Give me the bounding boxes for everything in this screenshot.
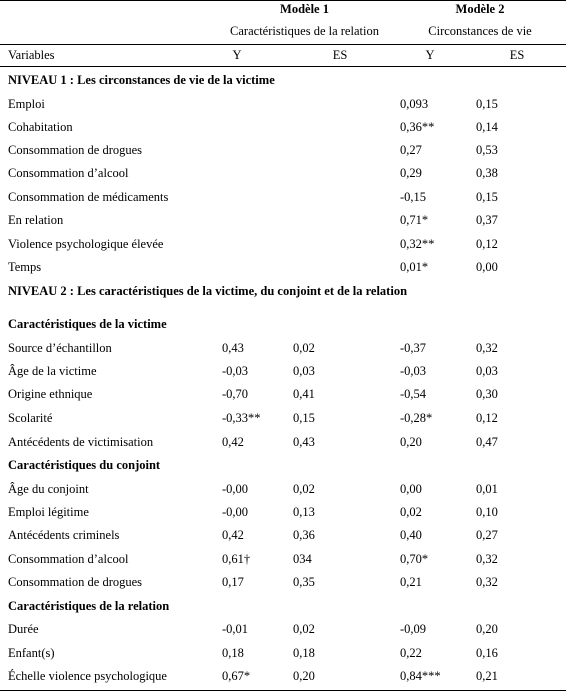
model2-y-cell: 0,29	[400, 166, 422, 180]
subsection-heading: Caractéristiques de la relation	[8, 599, 170, 613]
model2-es-cell: 0,53	[476, 143, 498, 157]
model2-es-cell: 0,12	[476, 411, 498, 425]
header-rule	[0, 44, 566, 45]
model1-y-cell: -0,00	[222, 482, 249, 496]
model2-es-cell: 0,16	[476, 646, 498, 660]
model2-es-cell: 0,10	[476, 505, 498, 519]
model2-y-cell: 0,22	[400, 646, 422, 660]
model2-es-cell: 0,01	[476, 482, 498, 496]
model2-y-cell: -0,03	[400, 364, 427, 378]
model2-y-cell: -0,15	[400, 190, 427, 204]
model2-es-cell: 0,47	[476, 435, 498, 449]
model2-y-cell: 0,71*	[400, 213, 429, 227]
model1-title: Modèle 1	[280, 2, 329, 16]
row-label: Consommation de drogues	[8, 143, 143, 157]
model2-y-cell: 0,40	[400, 528, 422, 542]
model1-y-cell: -0,03	[222, 364, 249, 378]
model2-title: Modèle 2	[455, 2, 505, 16]
model2-y-cell: 0,00	[400, 482, 422, 496]
subsection-heading: Caractéristiques du conjoint	[8, 458, 161, 472]
model2-es-cell: 0,15	[476, 97, 498, 111]
model1-y-cell: 0,42	[222, 528, 244, 542]
row-label: Cohabitation	[8, 120, 73, 134]
row-label: Antécédents de victimisation	[8, 435, 154, 449]
model1-y-cell: -0,01	[222, 622, 249, 636]
model2-es-cell: 0,20	[476, 622, 498, 636]
model2-y-cell: 0,20	[400, 435, 422, 449]
model1-es-cell: 0,02	[293, 482, 315, 496]
model1-es-cell: 0,36	[293, 528, 315, 542]
model1-subtitle: Caractéristiques de la relation	[230, 24, 379, 38]
model2-y-cell: 0,32**	[400, 237, 435, 251]
model1-y-cell: 0,42	[222, 435, 244, 449]
row-label: Âge de la victime	[8, 364, 97, 378]
model2-es-cell: 0,15	[476, 190, 498, 204]
model2-y-cell: 0,84***	[400, 669, 441, 683]
subsection-heading: Caractéristiques de la victime	[8, 317, 167, 331]
model2-es-cell: 0,00	[476, 260, 498, 274]
variables-header: Variables	[8, 48, 55, 62]
column-header-rule	[0, 66, 566, 67]
model2-es-cell: 0,37	[476, 213, 498, 227]
row-label: En relation	[8, 213, 64, 227]
model1-es-cell: 0,03	[293, 364, 315, 378]
model1-y-cell: -0,33**	[222, 411, 261, 425]
model2-es-cell: 0,32	[476, 552, 498, 566]
model1-es-cell: 0,41	[293, 387, 315, 401]
model2-y-cell: 0,21	[400, 575, 422, 589]
model2-y-cell: 0,02	[400, 505, 422, 519]
table-bottom-rule	[0, 690, 566, 691]
model1-y-cell: 0,43	[222, 341, 244, 355]
model1-es-cell: 0,18	[293, 646, 315, 660]
row-label: Consommation de drogues	[8, 575, 143, 589]
model1-y-cell: 0,61†	[222, 552, 251, 566]
row-label: Consommation de médicaments	[8, 190, 169, 204]
row-label: Consommation d’alcool	[8, 166, 129, 180]
row-label: Scolarité	[8, 411, 53, 425]
row-label: Source d’échantillon	[8, 341, 112, 355]
model2-es-cell: 0,32	[476, 575, 498, 589]
model2-y-cell: -0,28*	[400, 411, 433, 425]
model2-y-cell: 0,093	[400, 97, 429, 111]
model1-es-cell: 0,20	[293, 669, 315, 683]
model1-y-cell: 0,67*	[222, 669, 251, 683]
model2-es-cell: 0,32	[476, 341, 498, 355]
model1-es-header: ES	[332, 48, 348, 62]
model2-y-header: Y	[425, 48, 435, 62]
model1-y-cell: 0,17	[222, 575, 244, 589]
section-heading: NIVEAU 1 : Les circonstances de vie de la victime	[8, 73, 275, 87]
model2-es-cell: 0,30	[476, 387, 498, 401]
row-label: Durée	[8, 622, 39, 636]
model1-es-cell: 0,13	[293, 505, 315, 519]
model2-es-header: ES	[509, 48, 525, 62]
model1-es-cell: 034	[293, 552, 312, 566]
model2-es-cell: 0,38	[476, 166, 498, 180]
section-heading: NIVEAU 2 : Les caractéristiques de la victime, du conjoint et de la relation	[8, 284, 408, 298]
row-label: Âge du conjoint	[8, 482, 89, 496]
model2-es-cell: 0,03	[476, 364, 498, 378]
model2-y-cell: 0,01*	[400, 260, 429, 274]
row-label: Antécédents criminels	[8, 528, 120, 542]
row-label: Emploi légitime	[8, 505, 89, 519]
model1-y-cell: 0,18	[222, 646, 244, 660]
model1-y-cell: -0,70	[222, 387, 249, 401]
row-label: Origine ethnique	[8, 387, 93, 401]
model1-es-cell: 0,02	[293, 622, 315, 636]
model2-y-cell: -0,54	[400, 387, 427, 401]
model2-es-cell: 0,12	[476, 237, 498, 251]
model2-es-cell: 0,21	[476, 669, 498, 683]
model2-es-cell: 0,14	[476, 120, 498, 134]
model1-y-cell: -0,00	[222, 505, 249, 519]
model1-y-header: Y	[232, 48, 242, 62]
row-label: Emploi	[8, 97, 45, 111]
model1-es-cell: 0,15	[293, 411, 315, 425]
model2-subtitle: Circonstances de vie	[428, 24, 532, 38]
model1-es-cell: 0,02	[293, 341, 315, 355]
row-label: Violence psychologique élevée	[8, 237, 164, 251]
model2-es-cell: 0,27	[476, 528, 498, 542]
model1-es-cell: 0,43	[293, 435, 315, 449]
model2-y-cell: -0,37	[400, 341, 427, 355]
row-label: Enfant(s)	[8, 646, 55, 660]
model2-y-cell: 0,27	[400, 143, 422, 157]
model2-y-cell: 0,70*	[400, 552, 429, 566]
row-label: Échelle violence psychologique	[8, 669, 167, 683]
row-label: Consommation d’alcool	[8, 552, 129, 566]
model2-y-cell: -0,09	[400, 622, 427, 636]
row-label: Temps	[8, 260, 42, 274]
model2-y-cell: 0,36**	[400, 120, 435, 134]
model1-es-cell: 0,35	[293, 575, 315, 589]
